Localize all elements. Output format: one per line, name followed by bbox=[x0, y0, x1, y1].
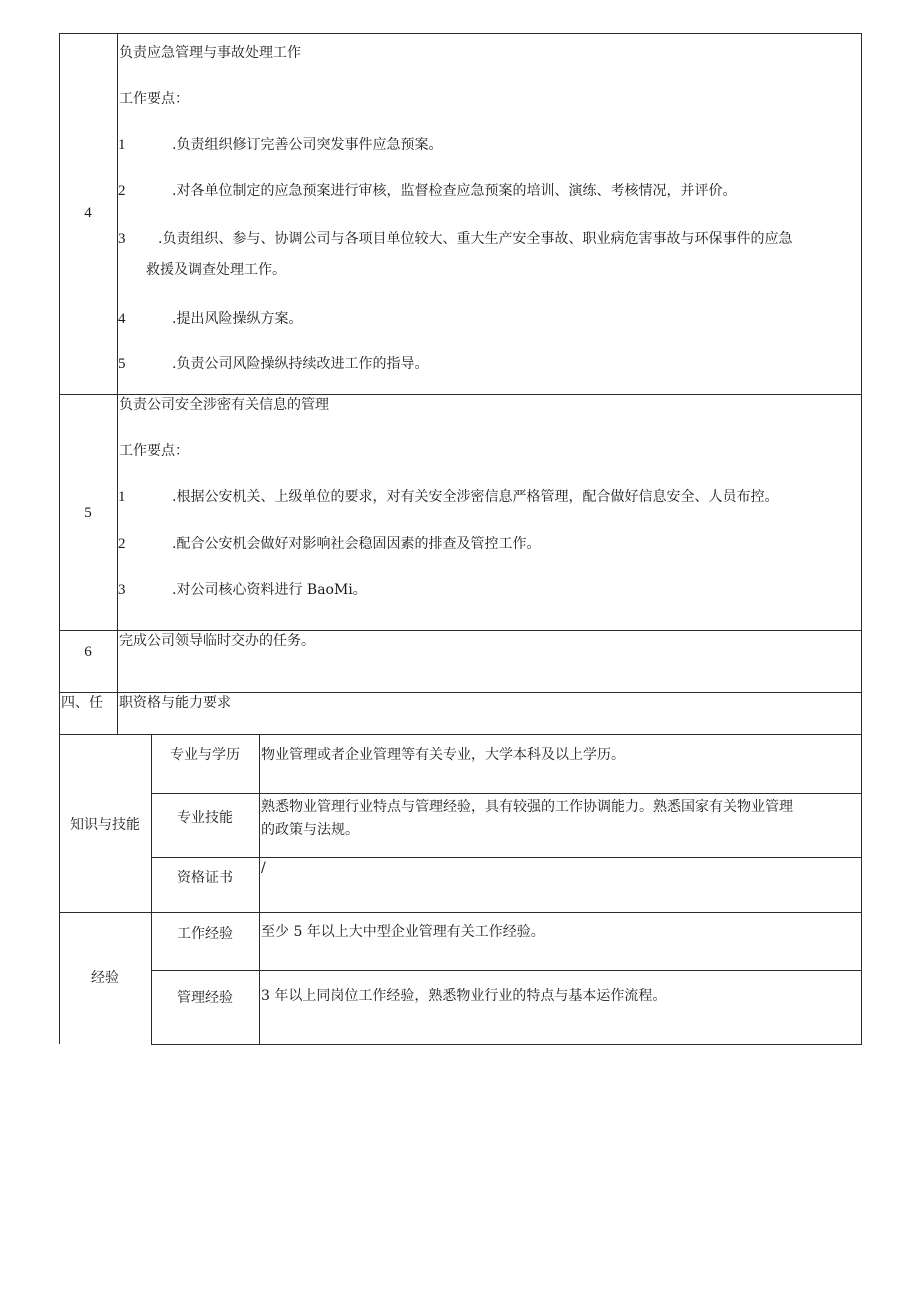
table-top-border bbox=[59, 33, 862, 34]
item-number: 3 bbox=[118, 231, 126, 247]
item-number: 5 bbox=[118, 356, 126, 372]
table-right-border bbox=[861, 33, 862, 1045]
qual-value-continued: 的政策与法规。 bbox=[261, 822, 359, 838]
table-bottom-border bbox=[151, 1044, 862, 1045]
qual-label: 专业技能 bbox=[177, 810, 233, 826]
duty-number: 6 bbox=[84, 644, 92, 660]
item-number: 2 bbox=[118, 536, 126, 552]
section-heading-right: 职资格与能力要求 bbox=[119, 695, 231, 711]
group-label-knowledge: 知识与技能 bbox=[70, 817, 140, 833]
qual-label: 管理经验 bbox=[177, 990, 233, 1006]
duty-number: 5 bbox=[84, 505, 92, 521]
item-text: .根据公安机关、上级单位的要求，对有关安全涉密信息严格管理，配合做好信息安全、人员布控。 bbox=[172, 489, 779, 505]
qual-label: 资格证书 bbox=[177, 870, 233, 886]
table-left-border bbox=[59, 33, 60, 1044]
group-label-experience: 经验 bbox=[91, 970, 119, 986]
item-number: 1 bbox=[118, 489, 126, 505]
duty-title: 负责公司安全涉密有关信息的管理 bbox=[119, 397, 329, 413]
item-text-continued: 救援及调查处理工作。 bbox=[146, 262, 286, 278]
item-number: 1 bbox=[118, 137, 126, 153]
item-text: .负责组织、参与、协调公司与各项目单位较大、重大生产安全事故、职业病危害事故与环保事件的应急 bbox=[158, 231, 793, 247]
qual-value: 物业管理或者企业管理等有关专业，大学本科及以上学历。 bbox=[261, 747, 625, 763]
item-text: .提出风险操纵方案。 bbox=[172, 311, 303, 327]
row-divider-section-quals bbox=[59, 734, 862, 735]
points-label: 工作要点： bbox=[119, 91, 189, 107]
duty-number: 4 bbox=[84, 205, 92, 221]
qual-label: 专业与学历 bbox=[170, 747, 240, 763]
item-text: .负责公司风险操纵持续改进工作的指导。 bbox=[172, 356, 429, 372]
duty-title: 完成公司领导临时交办的任务。 bbox=[119, 633, 315, 649]
points-label: 工作要点： bbox=[119, 443, 189, 459]
qual-divider-1 bbox=[151, 793, 862, 794]
section-heading-left: 四、任 bbox=[61, 695, 103, 711]
item-number: 2 bbox=[118, 183, 126, 199]
item-number: 3 bbox=[118, 582, 126, 598]
qual-value: 熟悉物业管理行业特点与管理经验，具有较强的工作协调能力。熟悉国家有关物业管理 bbox=[261, 799, 793, 815]
item-text: .负责组织修订完善公司突发事件应急预案。 bbox=[172, 137, 443, 153]
qual-value: 至少 5 年以上大中型企业管理有关工作经验。 bbox=[261, 924, 545, 940]
item-text: .配合公安机会做好对影响社会稳固因素的排查及管控工作。 bbox=[172, 536, 541, 552]
item-number: 4 bbox=[118, 311, 126, 327]
item-text: .对公司核心资料进行 BaoMi。 bbox=[172, 582, 367, 598]
qual-label: 工作经验 bbox=[177, 926, 233, 942]
qual-value: / bbox=[261, 860, 266, 876]
qual-divider-3 bbox=[151, 970, 862, 971]
qual-divider-2 bbox=[151, 857, 862, 858]
group-divider bbox=[59, 912, 862, 913]
item-text: .对各单位制定的应急预案进行审核，监督检查应急预案的培训、演练、考核情况，并评价。 bbox=[172, 183, 737, 199]
label-column-divider bbox=[259, 734, 260, 1045]
duty-title: 负责应急管理与事故处理工作 bbox=[119, 45, 301, 61]
qual-value: 3 年以上同岗位工作经验，熟悉物业行业的特点与基本运作流程。 bbox=[261, 988, 667, 1004]
